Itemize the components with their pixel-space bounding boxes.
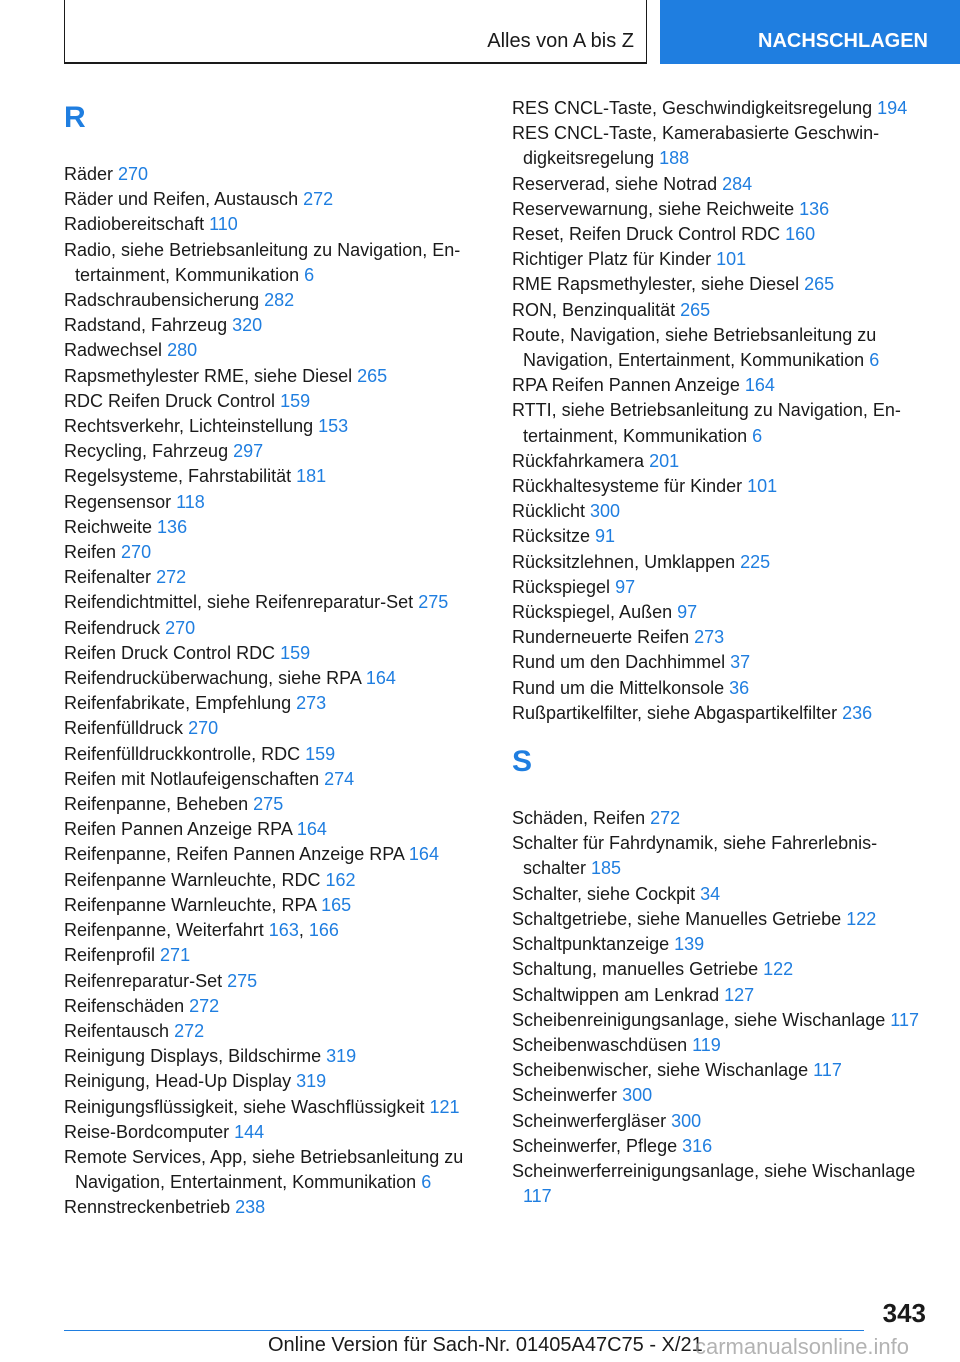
- index-entry: [512, 1083, 932, 1108]
- index-entry: [64, 994, 484, 1019]
- index-entry: [64, 313, 484, 338]
- index-entry: [64, 893, 484, 918]
- page-reference-link[interactable]: 185: [591, 858, 622, 879]
- page-reference-link[interactable]: 136: [157, 516, 188, 537]
- index-entry: [64, 616, 484, 641]
- index-entry-text: Räder und Reifen, Austausch: [64, 189, 304, 210]
- index-entry-text: Reise-Bordcomputer: [64, 1121, 235, 1142]
- page-reference-link[interactable]: 36: [729, 677, 750, 698]
- page-reference-link[interactable]: 300: [622, 1085, 653, 1106]
- index-entry: [64, 540, 484, 565]
- index-entry-text: Rückfahrkamera: [512, 450, 650, 471]
- index-entry-text: Reifen Pannen Anzeige RPA: [64, 819, 297, 840]
- page-reference-link[interactable]: 275: [253, 794, 284, 815]
- page-reference-link[interactable]: 297: [233, 441, 264, 462]
- page-reference-link[interactable]: 275: [418, 592, 449, 613]
- index-entry-text: Rund um den Dachhimmel: [512, 652, 731, 673]
- index-entry-text: RPA Reifen Pannen Anzeige: [512, 375, 745, 396]
- index-entry: [64, 288, 484, 313]
- index-entry-text: Schaltpunktanzeige: [512, 934, 675, 955]
- index-entry-text: Radwechsel: [64, 340, 168, 361]
- index-entry: [64, 439, 484, 464]
- page-reference-link[interactable]: 165: [321, 894, 352, 915]
- page-reference-link[interactable]: 166: [308, 920, 339, 941]
- index-entry: [512, 222, 932, 247]
- index-entry-text: Scheibenwischer, siehe Wischanlage: [512, 1060, 814, 1081]
- index-entry-text: Schäden, Reifen: [512, 808, 651, 829]
- page-reference-link[interactable]: 6: [421, 1172, 432, 1193]
- page-reference-link[interactable]: 97: [615, 576, 636, 597]
- page-reference-link[interactable]: 272: [303, 189, 334, 210]
- index-entry: [64, 187, 484, 212]
- index-entry: [512, 398, 932, 448]
- index-entry-text: Reifen mit Notlaufeigenschaften: [64, 768, 325, 789]
- index-entry: [64, 767, 484, 792]
- watermark: carmanualsonline.info: [695, 1334, 910, 1359]
- index-entry: [64, 1145, 484, 1195]
- index-column-right: [512, 96, 932, 1209]
- index-entry-text: Rückspiegel, Außen: [512, 602, 678, 623]
- index-entry: [512, 882, 932, 907]
- index-entry-text: Reinigungsflüssigkeit, siehe Waschflüssigkeit: [64, 1096, 430, 1117]
- page-reference-link[interactable]: 119: [692, 1034, 721, 1055]
- index-entry: [64, 1044, 484, 1069]
- page-reference-link[interactable]: 160: [785, 224, 816, 245]
- index-entry-text: Radio, siehe Betriebsanleitung zu Navigation, Entertainment, Kommunikation: [64, 239, 461, 285]
- index-entry: [64, 1069, 484, 1094]
- index-entry-text: RES CNCL-Taste, Geschwindigkeitsregelung: [512, 98, 878, 118]
- page-reference-link[interactable]: 164: [408, 844, 439, 865]
- index-entry: [64, 1120, 484, 1145]
- chapter-tab[interactable]: [660, 0, 960, 64]
- index-entry-text: Remote Services, App, siehe Betriebsanleitung zu Navigation, Entertainment, Kommunikation: [64, 1146, 464, 1193]
- index-entry: [512, 550, 932, 575]
- index-entry: [64, 364, 484, 389]
- index-entry: [512, 907, 932, 932]
- index-entry: [64, 666, 484, 691]
- page-reference-link[interactable]: 273: [296, 693, 327, 714]
- page-reference-link[interactable]: 144: [234, 1121, 265, 1142]
- index-entry: [64, 565, 484, 590]
- page-reference-link[interactable]: 162: [325, 869, 356, 890]
- index-entry-text: Reifenfülldruck: [64, 718, 189, 739]
- index-entry-text: Reifendrucküberwachung, siehe RPA: [64, 668, 366, 689]
- index-entry-text: Reifenpanne Warnleuchte, RDC: [64, 869, 326, 890]
- index-entry-text: Recycling, Fahrzeug: [64, 441, 234, 462]
- index-entry: [64, 464, 484, 489]
- index-entry: [512, 499, 932, 524]
- index-entry: [512, 1159, 932, 1209]
- page-reference-link[interactable]: 272: [189, 995, 220, 1016]
- page-reference-link[interactable]: 101: [747, 476, 778, 497]
- index-entry: [512, 524, 932, 549]
- index-entry: [64, 641, 484, 666]
- online-version-note: Online Version für Sach-Nr. 01405A47C75 - X/21: [268, 1334, 703, 1356]
- index-entry: [64, 842, 484, 867]
- index-entry-text: Regensensor: [64, 491, 177, 512]
- index-entry-text: Rußpartikelfilter, siehe Abgaspartikelfilter: [512, 702, 843, 723]
- index-entry: [512, 983, 932, 1008]
- index-entry: [64, 943, 484, 968]
- index-entry-text: Rücksitze: [512, 526, 596, 547]
- index-entry: [512, 625, 932, 650]
- index-entry-text: Schalter, siehe Cockpit: [512, 883, 701, 904]
- page-reference-link[interactable]: 300: [590, 501, 621, 522]
- index-entry-text: Scheinwerferreinigungsanlage, siehe Wischanlage: [512, 1160, 916, 1181]
- index-entry: [512, 121, 932, 171]
- index-entry-text: Reifenfabrikate, Empfehlung: [64, 693, 297, 714]
- page-reference-link[interactable]: 136: [799, 198, 830, 219]
- index-entry: [64, 162, 484, 187]
- index-entry: [512, 957, 932, 982]
- index-entry: [64, 868, 484, 893]
- page-reference-link[interactable]: 280: [167, 340, 198, 361]
- index-entry-text: RTTI, siehe Betriebsanleitung zu Navigation, Entertainment, Kommunikation: [512, 400, 901, 446]
- index-entry-text: Reifenalter: [64, 567, 157, 588]
- index-entry: [512, 197, 932, 222]
- page-reference-link[interactable]: 121: [429, 1096, 460, 1117]
- page-reference-link[interactable]: 122: [846, 908, 877, 929]
- section-title: Alles von A bis Z: [487, 30, 634, 52]
- header-section-box: [64, 0, 647, 64]
- page-reference-link[interactable]: 300: [671, 1110, 702, 1131]
- index-entry-text: Reinigung, Head-Up Display: [64, 1071, 297, 1092]
- page-reference-link[interactable]: 164: [365, 668, 396, 689]
- index-entry-text: Reservewarnung, siehe Reichweite: [512, 198, 800, 219]
- page-reference-link[interactable]: 319: [326, 1046, 357, 1067]
- index-entry-text: Rückspiegel: [512, 576, 616, 597]
- page-reference-link[interactable]: 319: [296, 1071, 327, 1092]
- index-list-r-left: [64, 162, 484, 1221]
- index-entry: [64, 969, 484, 994]
- index-entry-text: Reifendruck: [64, 617, 166, 638]
- index-entry-text: Reifenfülldruckkontrolle, RDC: [64, 743, 306, 764]
- index-entry-text: RES CNCL-Taste, Kamerabasierte Geschwindigkeitsregelung: [512, 123, 880, 169]
- index-entry-text: Räder: [64, 164, 119, 184]
- page-reference-link[interactable]: 273: [694, 627, 725, 648]
- index-entry-text: Regelsysteme, Fahrstabilität: [64, 466, 297, 487]
- page-reference-link[interactable]: 91: [595, 526, 616, 547]
- index-entry-text: Reifenschäden: [64, 995, 190, 1016]
- index-entry: [64, 742, 484, 767]
- index-entry: [64, 691, 484, 716]
- page-reference-link[interactable]: 201: [649, 450, 680, 471]
- page-reference-link[interactable]: 265: [680, 299, 711, 320]
- chapter-tab-label: NACHSCHLAGEN: [758, 30, 928, 52]
- index-entry: [512, 298, 932, 323]
- index-entry-text: Rennstreckenbetrieb: [64, 1197, 236, 1218]
- index-letter-s: S: [512, 745, 533, 779]
- index-entry-text: Rücksitzlehnen, Umklappen: [512, 551, 741, 572]
- index-letter-r: R: [64, 101, 86, 134]
- footer-rule: [64, 1330, 864, 1331]
- index-entry: [512, 831, 932, 881]
- index-entry-text: Scheinwerfer, Pflege: [512, 1135, 683, 1156]
- index-entry: [512, 1033, 932, 1058]
- page-reference-link[interactable]: 236: [842, 702, 873, 723]
- index-entry-text: Scheinwerfergläser: [512, 1110, 672, 1131]
- index-entry: [512, 247, 932, 272]
- page-reference-link[interactable]: 270: [188, 718, 219, 739]
- index-entry: [512, 932, 932, 957]
- index-entry-text: Reifen Druck Control RDC: [64, 642, 281, 663]
- index-entry-text: Reset, Reifen Druck Control RDC: [512, 224, 786, 245]
- page-number: 343: [882, 1298, 926, 1328]
- index-entry: [64, 515, 484, 540]
- index-entry: [64, 1195, 484, 1220]
- index-entry-text: Reinigung Displays, Bildschirme: [64, 1046, 327, 1067]
- index-entry-text: Scheinwerfer: [512, 1085, 623, 1106]
- index-entry-text: Reifendichtmittel, siehe Reifenreparatur-Set: [64, 592, 419, 613]
- page-reference-link[interactable]: 163: [268, 920, 299, 941]
- index-entry: [512, 449, 932, 474]
- index-entry-text: Rechtsverkehr, Lichteinstellung: [64, 416, 319, 437]
- page-reference-link[interactable]: 271: [160, 945, 191, 966]
- page-reference-link[interactable]: 164: [744, 375, 775, 396]
- page-reference-link[interactable]: 238: [235, 1197, 266, 1218]
- index-entry: [512, 272, 932, 297]
- page-reference-link[interactable]: 117: [890, 1009, 919, 1030]
- page-reference-link[interactable]: 159: [280, 642, 311, 663]
- page-reference-link[interactable]: 272: [156, 567, 187, 588]
- page-reference-link[interactable]: 159: [280, 390, 311, 411]
- index-entry: [512, 575, 932, 600]
- index-entry: [64, 817, 484, 842]
- index-entry-text: Radstand, Fahrzeug: [64, 315, 233, 336]
- index-entry-text: Schalter für Fahrdynamik, siehe Fahrerlebnisschalter: [512, 833, 878, 879]
- index-entry: [512, 1134, 932, 1159]
- index-entry: [512, 373, 932, 398]
- index-entry-text: Scheibenwaschdüsen: [512, 1034, 693, 1055]
- index-entry-text: Reifentausch: [64, 1020, 175, 1041]
- page-reference-link[interactable]: 270: [165, 617, 196, 638]
- index-entry-text: Reifenpanne Warnleuchte, RPA: [64, 894, 322, 915]
- index-entry: [512, 474, 932, 499]
- page-reference-link[interactable]: 34: [700, 883, 721, 904]
- index-entry-text: Reifen: [64, 542, 122, 563]
- index-entry-text: Rücklicht: [512, 501, 591, 522]
- index-entry-text: Schaltgetriebe, siehe Manuelles Getriebe: [512, 908, 847, 929]
- index-entry-text: Reichweite: [64, 516, 158, 537]
- page-reference-link[interactable]: 284: [722, 173, 753, 194]
- page-reference-link[interactable]: 110: [209, 214, 238, 235]
- index-entry-text: RDC Reifen Druck Control: [64, 390, 281, 411]
- index-entry-text: Schaltwippen am Lenkrad: [512, 984, 725, 1005]
- index-entry-text: Runderneuerte Reifen: [512, 627, 695, 648]
- index-list-r-right: [512, 96, 932, 726]
- index-entry-text: Reserverad, siehe Notrad: [512, 173, 723, 194]
- index-entry: [64, 1019, 484, 1044]
- index-entry: [512, 172, 932, 197]
- index-entry: [64, 338, 484, 363]
- index-entry-text: Rund um die Mittelkonsole: [512, 677, 730, 698]
- page-reference-link[interactable]: 316: [682, 1135, 713, 1156]
- page-reference-link[interactable]: 272: [174, 1020, 205, 1041]
- index-entry-text: Reifenpanne, Reifen Pannen Anzeige RPA: [64, 844, 409, 865]
- index-entry: [64, 238, 484, 288]
- page-reference-link[interactable]: 6: [869, 350, 880, 371]
- index-entry: [64, 716, 484, 741]
- page-reference-link[interactable]: 118: [176, 491, 205, 512]
- index-entry: [64, 212, 484, 237]
- page-reference-link[interactable]: 275: [227, 970, 258, 991]
- page-separator: ,: [298, 920, 309, 941]
- index-entry: [64, 918, 484, 943]
- index-entry-text: Radschraubensicherung: [64, 290, 265, 311]
- page-reference-link[interactable]: 265: [804, 274, 835, 295]
- page-reference-link[interactable]: 127: [724, 984, 755, 1005]
- page-reference-link[interactable]: 265: [357, 365, 388, 386]
- page-reference-link[interactable]: 101: [716, 249, 747, 270]
- page-reference-link[interactable]: 194: [877, 98, 908, 118]
- index-list-s: [512, 806, 932, 1209]
- page-reference-link[interactable]: 159: [305, 743, 336, 764]
- index-entry: [512, 650, 932, 675]
- page-reference-link[interactable]: 270: [118, 164, 149, 184]
- index-entry-text: Rapsmethylester RME, siehe Diesel: [64, 365, 358, 386]
- page-reference-link[interactable]: 270: [121, 542, 152, 563]
- index-entry-text: Reifenreparatur-Set: [64, 970, 228, 991]
- index-entry: [64, 414, 484, 439]
- page-reference-link[interactable]: 117: [813, 1060, 842, 1081]
- index-entry: [64, 490, 484, 515]
- index-entry: [512, 701, 932, 726]
- index-entry: [512, 806, 932, 831]
- index-entry-text: Radiobereitschaft: [64, 214, 210, 235]
- page-reference-link[interactable]: 97: [677, 602, 698, 623]
- page-reference-link[interactable]: 37: [730, 652, 751, 673]
- index-entry: [64, 792, 484, 817]
- page-reference-link[interactable]: 164: [296, 819, 327, 840]
- page-reference-link[interactable]: 188: [659, 148, 690, 169]
- index-entry: [512, 1008, 932, 1033]
- index-entry-text: Reifenpanne, Weiterfahrt: [64, 920, 269, 941]
- index-entry-text: RON, Benzinqualität: [512, 299, 681, 320]
- index-entry: [64, 1095, 484, 1120]
- page-reference-link[interactable]: 117: [523, 1186, 552, 1207]
- page-reference-link[interactable]: 153: [318, 416, 349, 437]
- index-entry: [64, 389, 484, 414]
- page-reference-link[interactable]: 225: [740, 551, 771, 572]
- index-entry-text: Richtiger Platz für Kinder: [512, 249, 717, 270]
- page-reference-link[interactable]: 272: [650, 808, 681, 829]
- index-entry: [64, 590, 484, 615]
- index-entry-text: RME Rapsmethylester, siehe Diesel: [512, 274, 805, 295]
- index-entry: [512, 96, 932, 121]
- page-reference-link[interactable]: 320: [232, 315, 263, 336]
- index-entry: [512, 676, 932, 701]
- index-entry: [512, 600, 932, 625]
- index-entry-text: Reifenprofil: [64, 945, 161, 966]
- page-reference-link[interactable]: 274: [324, 768, 355, 789]
- page-reference-link[interactable]: 139: [674, 934, 705, 955]
- index-entry-text: Reifenpanne, Beheben: [64, 794, 254, 815]
- page-reference-link[interactable]: 6: [752, 425, 763, 446]
- index-entry-text: Schaltung, manuelles Getriebe: [512, 959, 764, 980]
- index-entry: [512, 323, 932, 373]
- index-entry-text: Route, Navigation, siehe Betriebsanleitung zu Navigation, Entertainment, Kommunikation: [512, 324, 877, 371]
- index-entry-text: Rückhaltesysteme für Kinder: [512, 476, 748, 497]
- page-reference-link[interactable]: 181: [296, 466, 327, 487]
- page-reference-link[interactable]: 122: [763, 959, 794, 980]
- index-entry: [512, 1109, 932, 1134]
- page-reference-link[interactable]: 6: [304, 264, 315, 285]
- index-entry-text: Scheibenreinigungsanlage, siehe Wischanlage: [512, 1009, 891, 1030]
- index-entry: [512, 1058, 932, 1083]
- index-column-left: [64, 96, 484, 1221]
- page-reference-link[interactable]: 282: [264, 290, 295, 311]
